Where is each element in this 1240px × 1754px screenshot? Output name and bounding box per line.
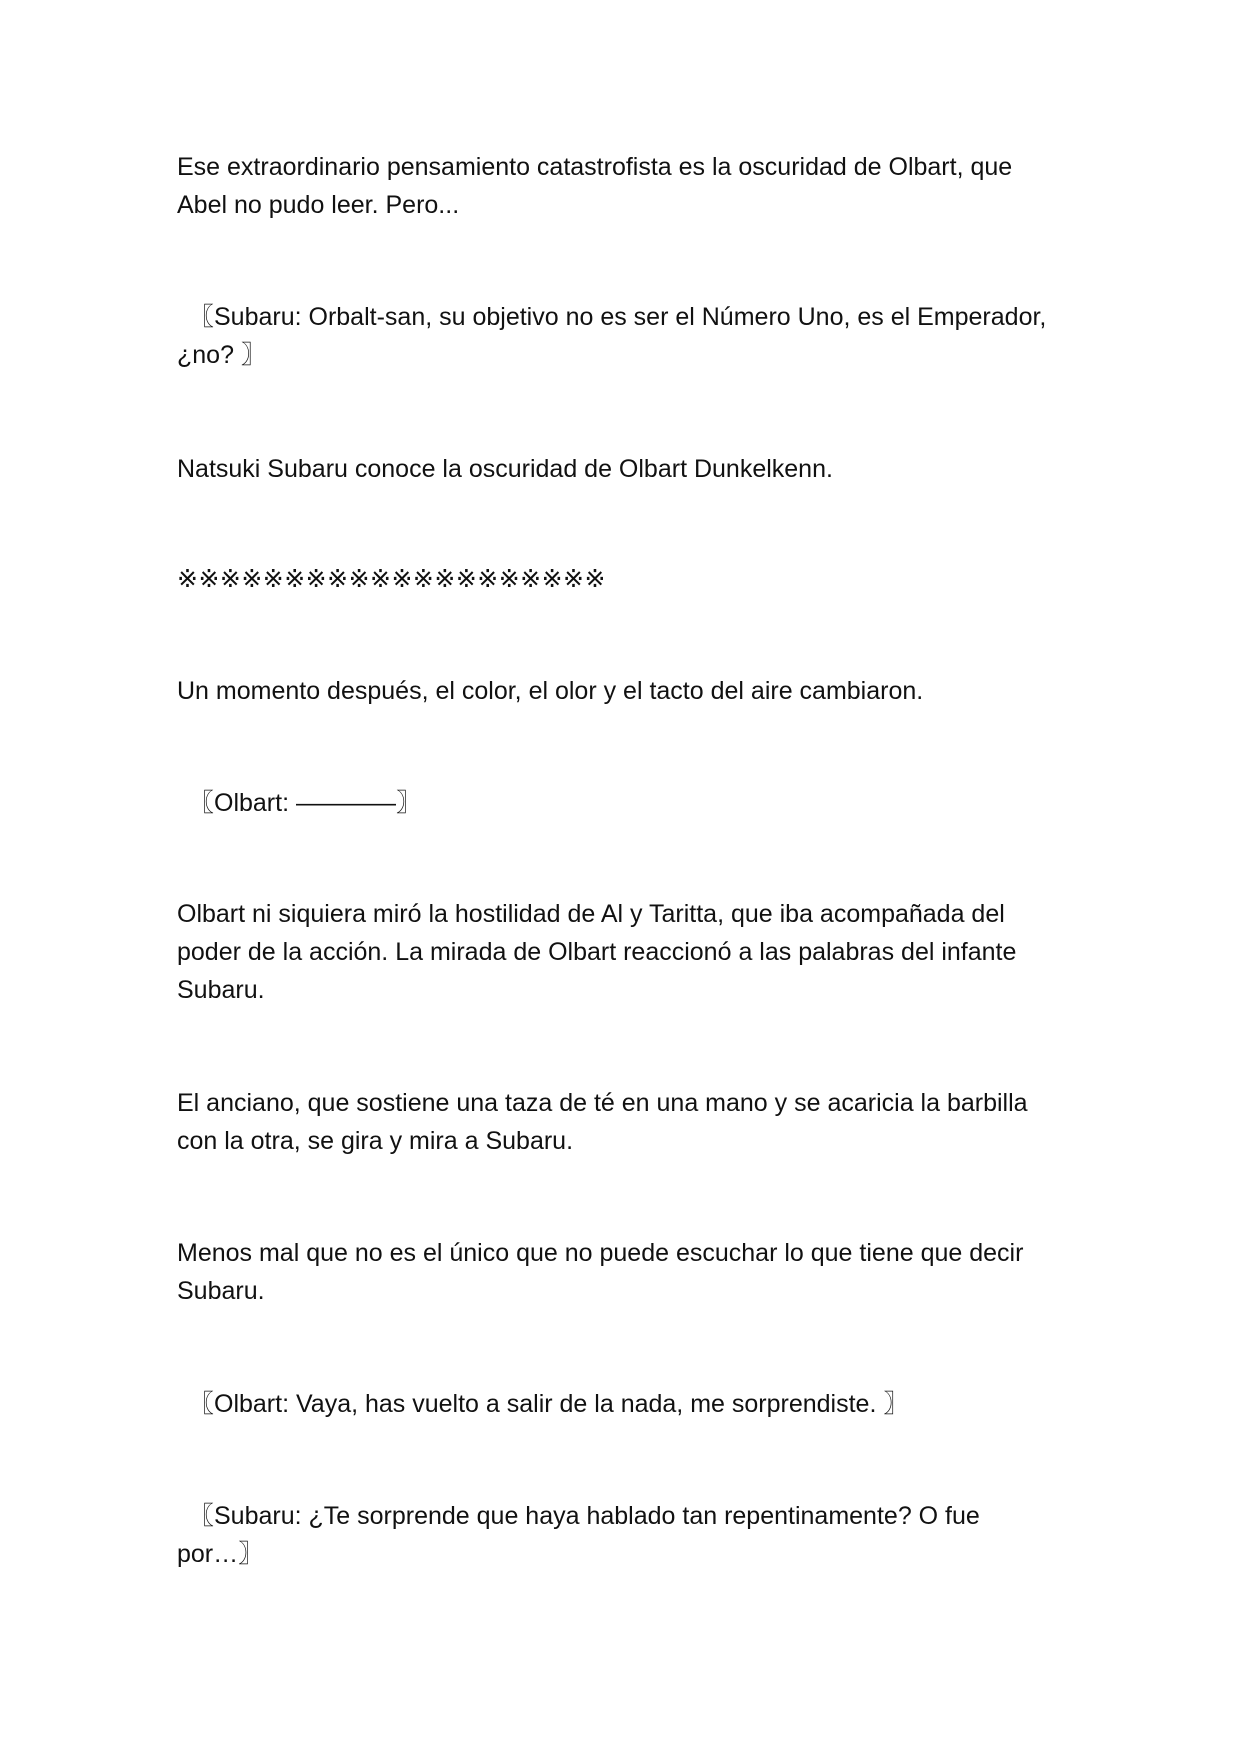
narration-paragraph: Olbart ni siquiera miró la hostilidad de Al y Taritta, que iba acompañada del poder de la acción. La mirada de Olbart reaccionó a las palabras del infante Subaru. (177, 900, 1017, 1004)
dialogue-line-subaru: 〖Subaru: ¿Te sorprende que haya hablado tan repentinamente? O fue por…〗 (177, 1502, 980, 1568)
dialogue-line-olbart: 〖Olbart: ————〗 (189, 789, 421, 817)
narration-paragraph: El anciano, que sostiene una taza de té en una mano y se acaricia la barbilla con la otra, se gira y mira a Subaru. (177, 1089, 1028, 1155)
dialogue-line-olbart: 〖Olbart: Vaya, has vuelto a salir de la nada, me sorprendiste. 〗 (189, 1390, 909, 1418)
narration-paragraph: Ese extraordinario pensamiento catastrofista es la oscuridad de Olbart, que Abel no pudo leer. Pero... (177, 153, 1013, 219)
dialogue-line-subaru: 〖Subaru: Orbalt-san, su objetivo no es ser el Número Uno, es el Emperador, ¿no? 〗 (177, 303, 1047, 369)
narration-paragraph: Un momento después, el color, el olor y el tacto del aire cambiaron. (177, 677, 924, 705)
narration-paragraph: Natsuki Subaru conoce la oscuridad de Olbart Dunkelkenn. (177, 455, 833, 483)
scene-separator: ※※※※※※※※※※※※※※※※※※※※ (177, 565, 606, 593)
narration-paragraph: Menos mal que no es el único que no puede escuchar lo que tiene que decir Subaru. (177, 1239, 1024, 1305)
